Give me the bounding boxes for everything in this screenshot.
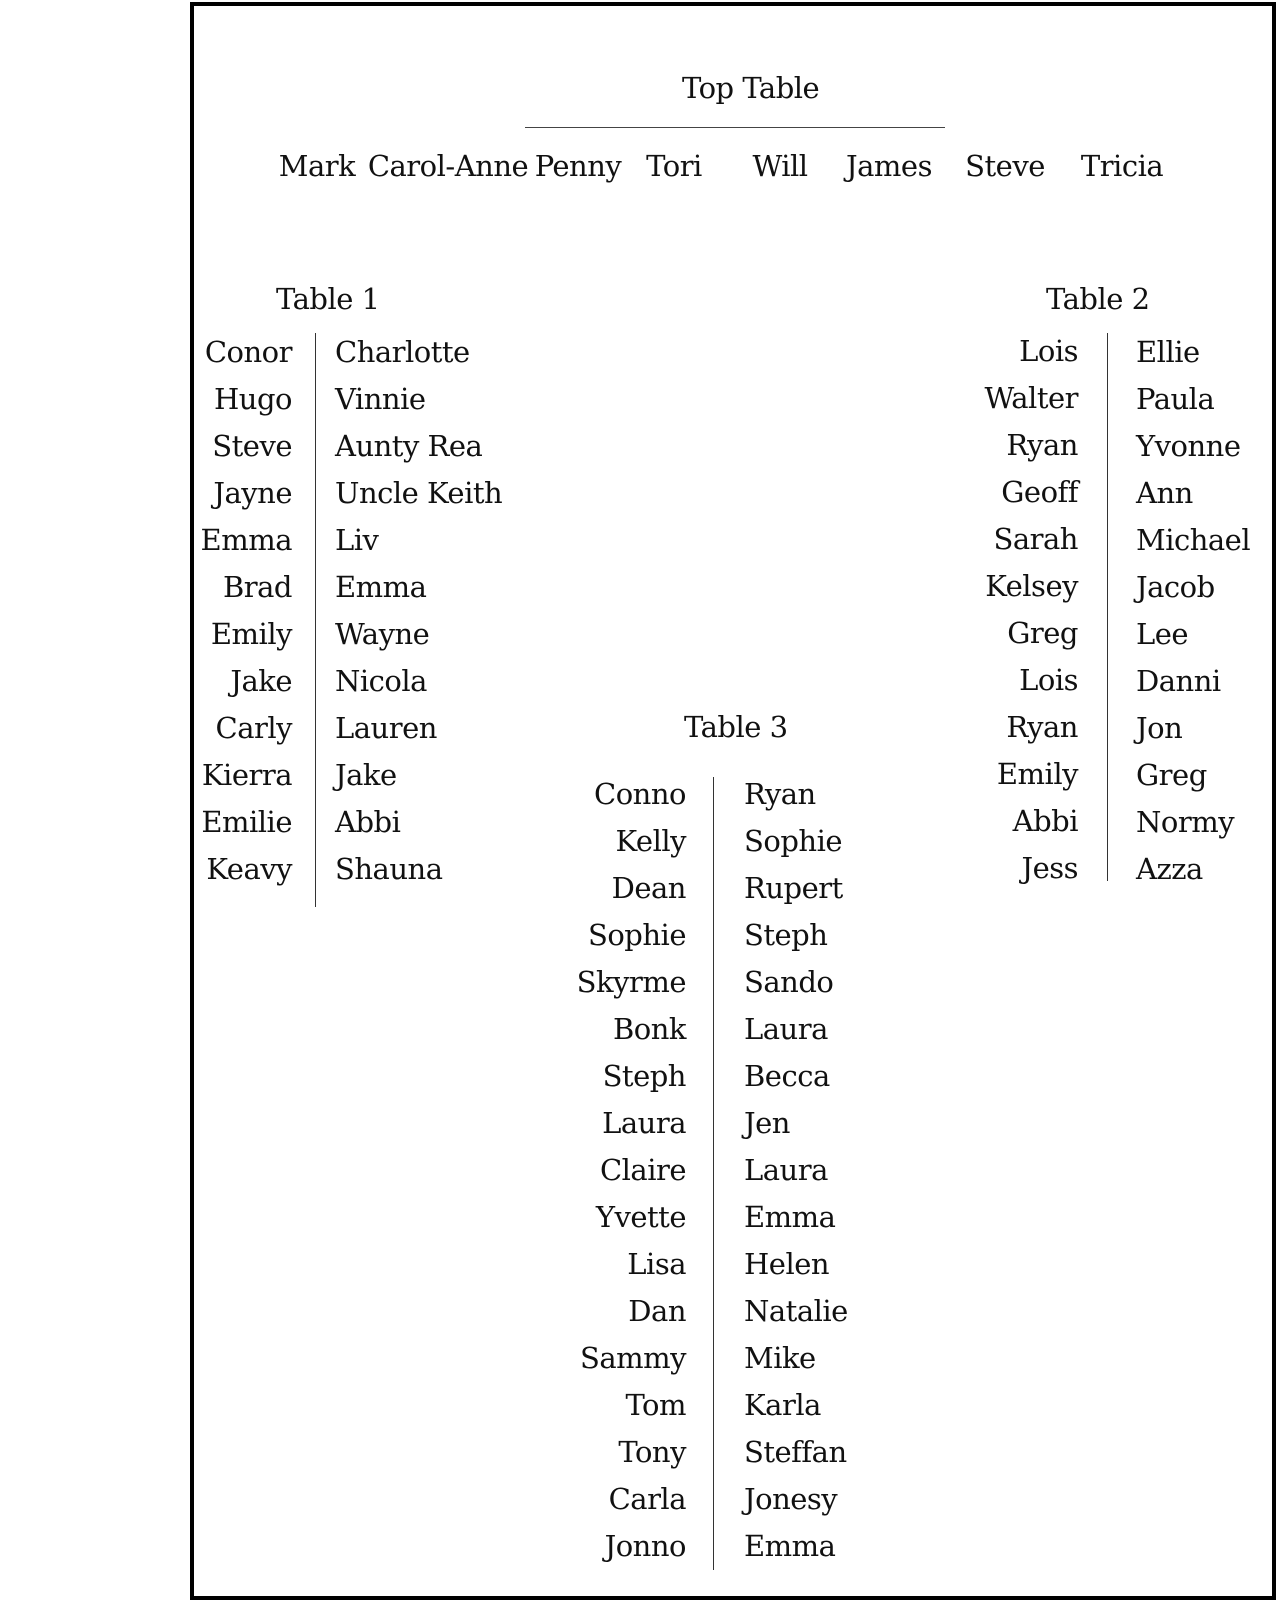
guest-name: Uncle Keith: [335, 476, 503, 510]
guest-name: Sarah: [993, 522, 1078, 556]
table2-title: Table 2: [1046, 282, 1150, 316]
guest-name: Laura: [744, 1012, 828, 1046]
guest-name: Becca: [744, 1059, 830, 1093]
table3-title: Table 3: [684, 710, 788, 744]
top-table-title: Top Table: [682, 71, 820, 105]
guest-name: Mike: [744, 1341, 816, 1375]
guest-name: Lauren: [335, 711, 437, 745]
top-table-rule: [525, 127, 945, 128]
guest-name: Yvette: [595, 1200, 686, 1234]
guest-name: Sophie: [744, 824, 843, 858]
guest-name: Laura: [744, 1153, 828, 1187]
guest-name: Liv: [335, 523, 379, 557]
guest-name: Steph: [744, 918, 828, 952]
guest-name: Yvonne: [1136, 429, 1241, 463]
table1-left-column: [196, 329, 292, 893]
guest-name: Dan: [628, 1294, 686, 1328]
guest-name: Claire: [599, 1153, 686, 1187]
guest-name: Jake: [335, 758, 397, 792]
guest-name: Kelsey: [985, 569, 1078, 603]
top-table-guest: Mark: [278, 149, 356, 183]
guest-name: Helen: [744, 1247, 830, 1281]
table2-divider: [1107, 333, 1108, 881]
guest-name: Natalie: [744, 1294, 848, 1328]
top-table-guest: Tori: [646, 149, 702, 183]
guest-name: Sando: [744, 965, 834, 999]
top-table-guest: James: [846, 149, 932, 183]
table3-divider: [713, 777, 714, 1570]
guest-name: Carly: [215, 711, 292, 745]
guest-name: Lisa: [627, 1247, 686, 1281]
top-table-guest: Will: [752, 149, 808, 183]
guest-name: Greg: [1136, 758, 1207, 792]
guest-name: Laura: [602, 1106, 686, 1140]
guest-name: Jacob: [1136, 570, 1215, 604]
guest-name: Nicola: [335, 664, 427, 698]
guest-name: Normy: [1136, 805, 1235, 839]
guest-name: Emma: [335, 570, 427, 604]
guest-name: Jess: [1021, 851, 1078, 885]
guest-name: Azza: [1136, 852, 1203, 886]
guest-name: Rupert: [744, 871, 843, 905]
guest-name: Dean: [611, 871, 686, 905]
table3-right-column: [744, 771, 904, 1570]
guest-name: Sammy: [579, 1341, 686, 1375]
guest-name: Walter: [984, 381, 1078, 415]
guest-name: Lee: [1136, 617, 1189, 651]
guest-name: Charlotte: [335, 335, 470, 369]
table1-divider: [315, 333, 316, 907]
top-table-guest: Tricia: [1080, 149, 1164, 183]
guest-name: Emma: [200, 523, 292, 557]
guest-name: Ann: [1136, 476, 1193, 510]
guest-name: Steph: [602, 1059, 686, 1093]
guest-name: Michael: [1136, 523, 1251, 557]
guest-name: Jake: [230, 664, 292, 698]
guest-name: Sophie: [587, 918, 686, 952]
guest-name: Abbi: [1012, 804, 1078, 838]
guest-name: Kelly: [615, 824, 686, 858]
guest-name: Jonno: [604, 1529, 686, 1563]
top-table-guest: Steve: [965, 149, 1045, 183]
guest-name: Lois: [1019, 334, 1078, 368]
guest-name: Jayne: [213, 476, 292, 510]
guest-name: Carla: [608, 1482, 686, 1516]
guest-name: Ellie: [1136, 335, 1200, 369]
guest-name: Ryan: [1006, 710, 1078, 744]
guest-name: Brad: [222, 570, 292, 604]
guest-name: Steve: [212, 429, 292, 463]
guest-name: Ryan: [744, 777, 816, 811]
guest-name: Paula: [1136, 382, 1215, 416]
guest-name: Kierra: [201, 758, 292, 792]
guest-name: Aunty Rea: [335, 429, 483, 463]
guest-name: Skyrme: [576, 965, 686, 999]
guest-name: Jonesy: [744, 1482, 838, 1516]
guest-name: Ryan: [1006, 428, 1078, 462]
guest-name: Tom: [625, 1388, 686, 1422]
guest-name: Jen: [744, 1106, 790, 1140]
top-table-guest: Penny: [534, 149, 622, 183]
guest-name: Emily: [996, 757, 1078, 791]
guest-name: Keavy: [206, 852, 292, 886]
guest-name: Hugo: [214, 382, 292, 416]
table2-left-column: [960, 328, 1078, 892]
guest-name: Emma: [744, 1529, 836, 1563]
guest-name: Lois: [1019, 663, 1078, 697]
guest-name: Karla: [744, 1388, 821, 1422]
guest-name: Vinnie: [335, 382, 426, 416]
top-table-guest: Carol-Anne: [367, 149, 529, 183]
table2-right-column: [1136, 329, 1274, 893]
top-table-names: [0, 146, 1285, 186]
table1-right-column: [335, 329, 535, 893]
guest-name: Geoff: [1001, 475, 1078, 509]
guest-name: Conor: [204, 335, 292, 369]
guest-name: Greg: [1007, 616, 1078, 650]
guest-name: Shauna: [335, 852, 443, 886]
table3-left-column: [560, 771, 686, 1570]
guest-name: Tony: [618, 1435, 686, 1469]
guest-name: Emily: [210, 617, 292, 651]
guest-name: Steffan: [744, 1435, 847, 1469]
table1-title: Table 1: [276, 282, 380, 316]
guest-name: Jon: [1136, 711, 1183, 745]
guest-name: Wayne: [335, 617, 430, 651]
guest-name: Emilie: [201, 805, 292, 839]
guest-name: Emma: [744, 1200, 836, 1234]
guest-name: Bonk: [612, 1012, 686, 1046]
guest-name: Danni: [1136, 664, 1221, 698]
guest-name: Abbi: [335, 805, 401, 839]
guest-name: Conno: [594, 777, 686, 811]
